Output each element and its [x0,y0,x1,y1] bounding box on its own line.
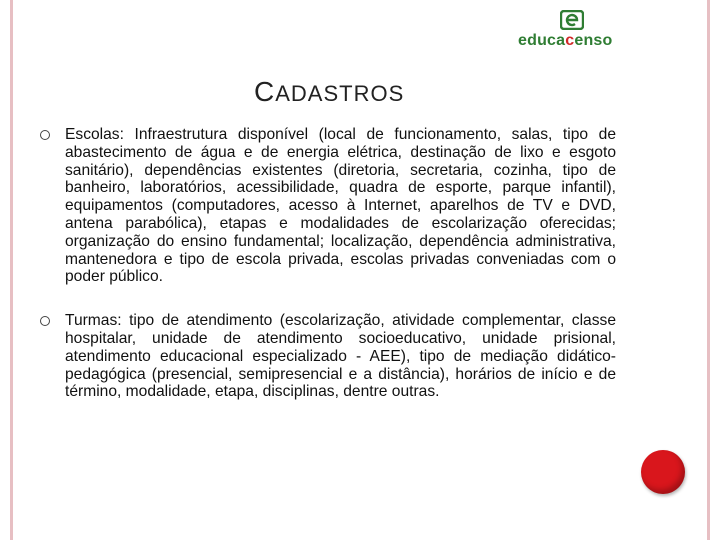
bullet-list [40,126,616,427]
bullet-escolas [40,126,616,286]
page-title: CADASTROS [254,76,405,107]
educacenso-logo [516,10,624,52]
right-border-line [707,0,710,540]
logo-wordmark: educacenso [518,32,613,49]
bullet-term: Escolas [65,126,120,143]
left-border-line [10,0,13,540]
educacenso-e-icon [560,10,584,30]
red-circle-icon[interactable] [641,450,685,494]
bullet-turmas [40,312,616,401]
bullet-text: : tipo de atendimento (escolarização, atividade complementar, classe hospitalar, unidade de atendimento socioeducativo, unidade prisional, atendimento educacional especializado - AEE), tipo de mediação didático-pedagógica (presencial, semipresencial e a distância), horários de início e de término, modalidade, etapa, disciplinas, dentre outras. [65,312,616,401]
bullet-term: Turmas [65,312,118,330]
bullet-text: : Infraestrutura disponível (local de funcionamento, salas, tipo de abastecimento de água e de energia elétrica, destinação de lixo e esgoto sanitário), dependências existentes (diretoria, secretaria, cozinha, tipo de banheiro, laboratórios, acessibilidade, quadra de esporte, parque infantil), equipamentos (computadores, acesso à Internet, aparelhos de TV e DVD, antena parabólica), etapas e modalidades de escolarização oferecidas; organização do ensino fundamental; localização, dependência administrativa, mantenedora e tipo de escola privada, escolas privadas conveniadas com o poder público. [65,126,616,286]
hollow-circle-icon [40,130,50,140]
hollow-circle-icon [40,316,50,326]
